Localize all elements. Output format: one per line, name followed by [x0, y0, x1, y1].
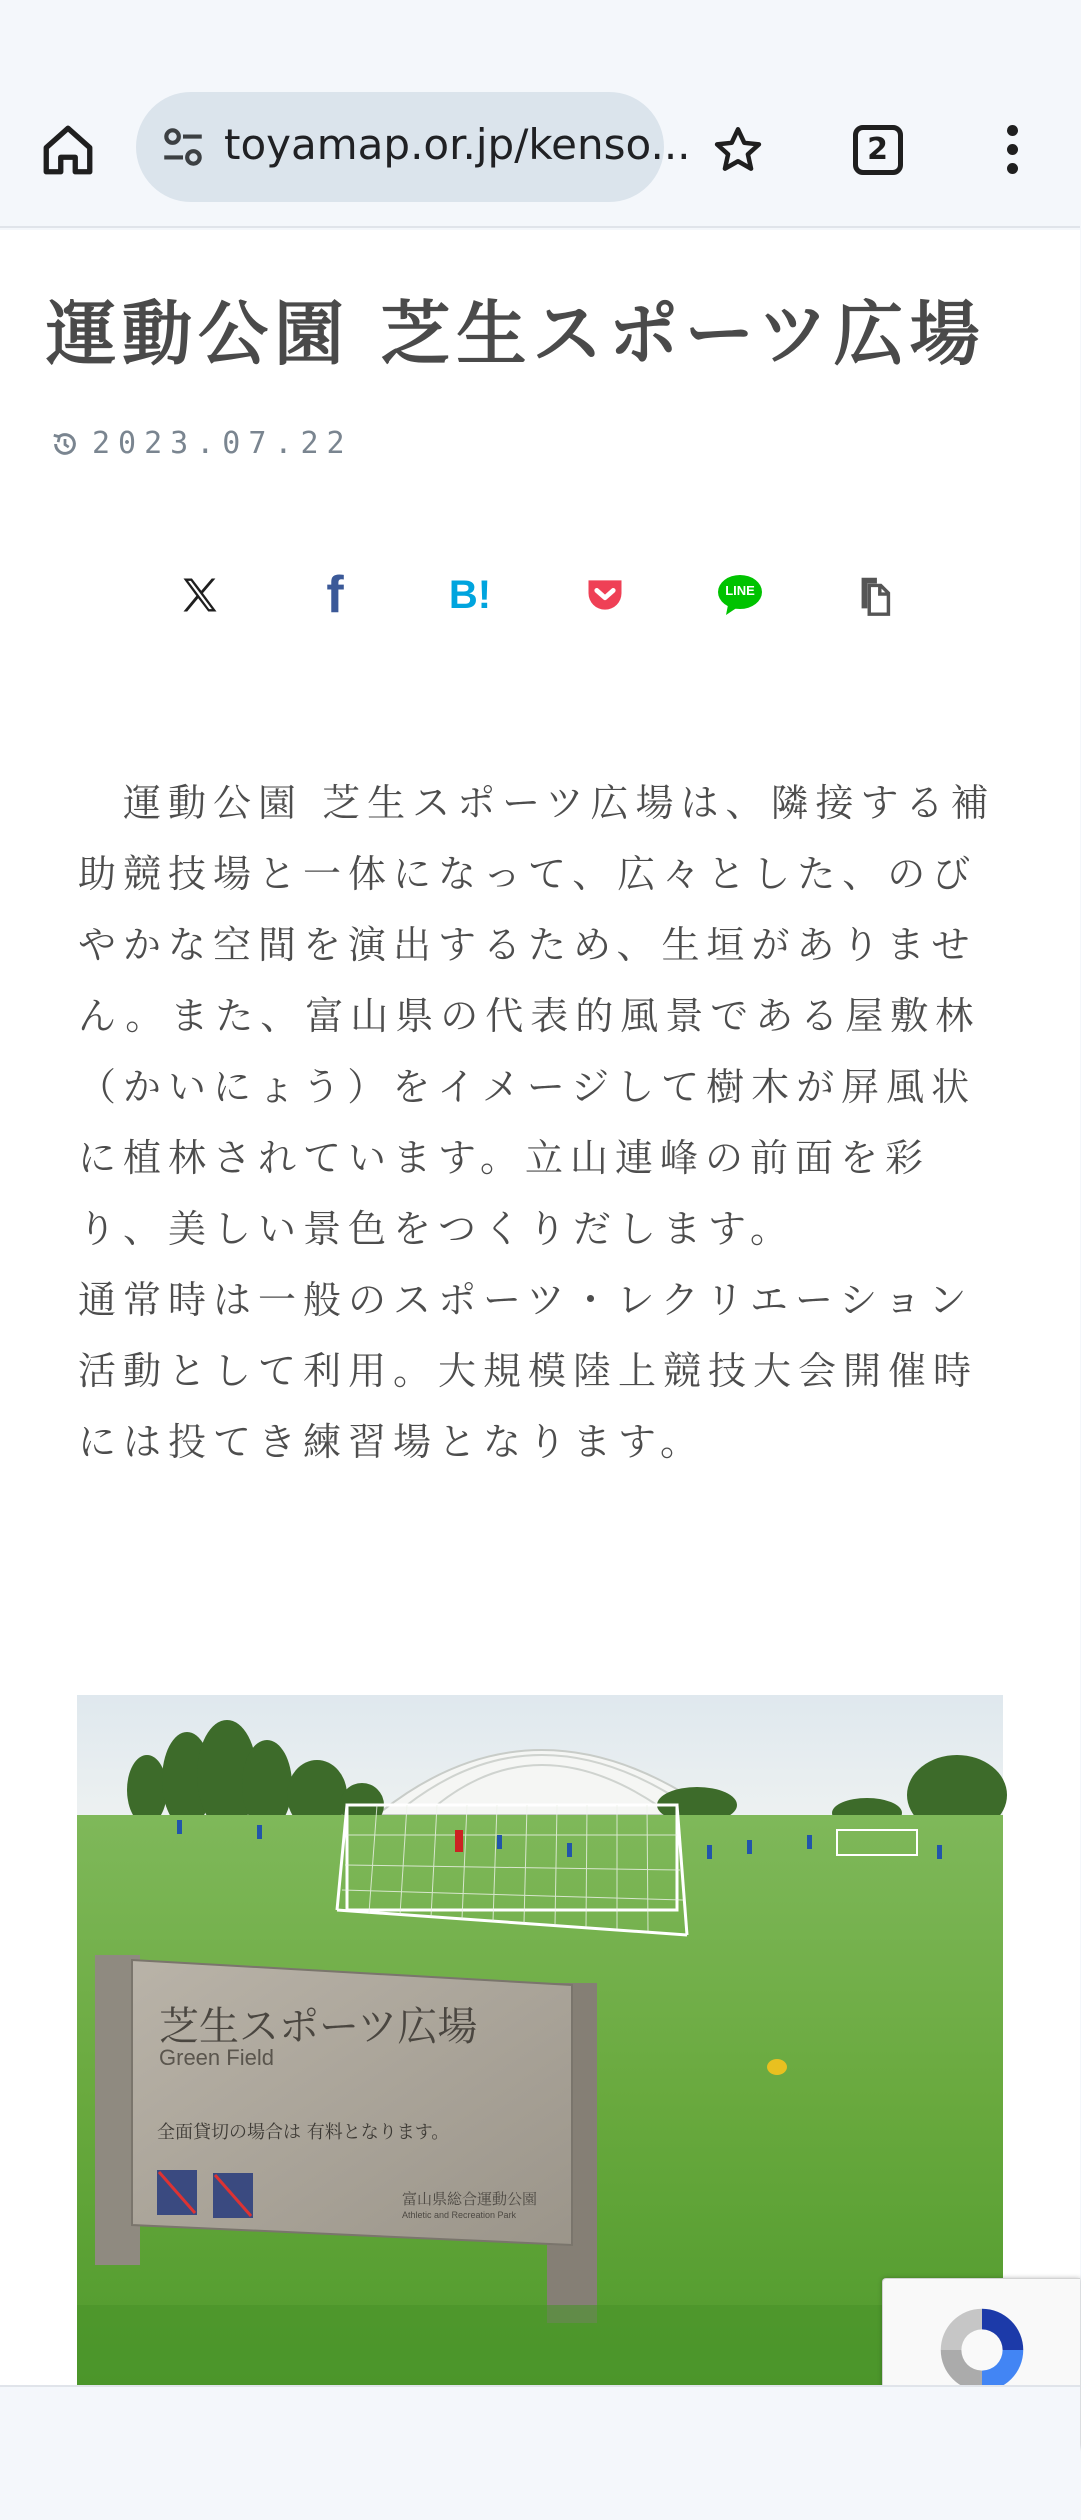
- menu-dot-icon: [1007, 125, 1018, 136]
- article-body: [78, 768, 1018, 1478]
- sign-org-en: Athletic and Recreation Park: [402, 2210, 517, 2220]
- tab-switcher-button[interactable]: [840, 112, 915, 187]
- sign-org: 富山県総合運動公園: [402, 2190, 538, 2208]
- home-button[interactable]: [30, 112, 105, 187]
- share-pocket-button[interactable]: [565, 560, 645, 630]
- share-line-button[interactable]: [700, 560, 780, 630]
- home-icon: [39, 121, 97, 179]
- date-text: 2023.07.22: [92, 426, 353, 461]
- facebook-icon: f: [326, 566, 344, 624]
- menu-dot-icon: [1007, 144, 1018, 155]
- site-info-icon[interactable]: [158, 122, 208, 172]
- share-hatena-button[interactable]: [430, 560, 510, 630]
- copy-icon: [852, 572, 898, 618]
- share-facebook-button[interactable]: [295, 560, 375, 630]
- share-x-button[interactable]: [160, 560, 240, 630]
- sign-subtitle: Green Field: [159, 2045, 274, 2070]
- x-icon: [178, 573, 222, 617]
- menu-dot-icon: [1007, 163, 1018, 174]
- address-bar[interactable]: [136, 92, 691, 202]
- share-buttons: [160, 560, 920, 630]
- line-label: LINE: [725, 583, 755, 598]
- bookmark-button[interactable]: [700, 112, 775, 187]
- navigation-bar: [0, 2385, 1080, 2520]
- sign-title: 芝生スポーツ広場: [159, 2004, 478, 2050]
- star-icon: [711, 123, 765, 177]
- browser-toolbar: [0, 0, 1080, 228]
- url-text[interactable]: toyamap.or.jp/kenso...: [224, 120, 691, 169]
- sign-notice: 全面貸切の場合は 有料となります。: [157, 2122, 450, 2143]
- article-paragraph: 運動公園 芝生スポーツ広場は、隣接する補助競技場と一体になって、広々とした、のびやかな空間を演出するため、生垣がありません。また、富山県の代表的風景である屋敷林（かいにょう）をイメージして樹木が屏風状に植林されています。立山連峰の前面を彩り、美しい景色をつくりだします。: [78, 781, 996, 1251]
- post-date: [50, 426, 353, 461]
- page-title: 運動公園 芝生スポーツ広場: [46, 293, 986, 375]
- web-page: [0, 230, 1080, 2385]
- line-icon: [716, 573, 764, 617]
- overflow-menu-button[interactable]: [975, 112, 1050, 187]
- field-photo: [77, 1695, 1003, 2385]
- pocket-icon: [583, 573, 627, 617]
- tab-count: 2: [853, 125, 903, 175]
- hatena-bookmark-icon: B!: [448, 572, 492, 617]
- article-paragraph: 通常時は一般のスポーツ・レクリエーション活動として利用。大規模陸上競技大会開催時には投てき練習場となります。: [78, 1278, 979, 1464]
- copy-link-button[interactable]: [835, 560, 915, 630]
- history-icon: [50, 429, 80, 459]
